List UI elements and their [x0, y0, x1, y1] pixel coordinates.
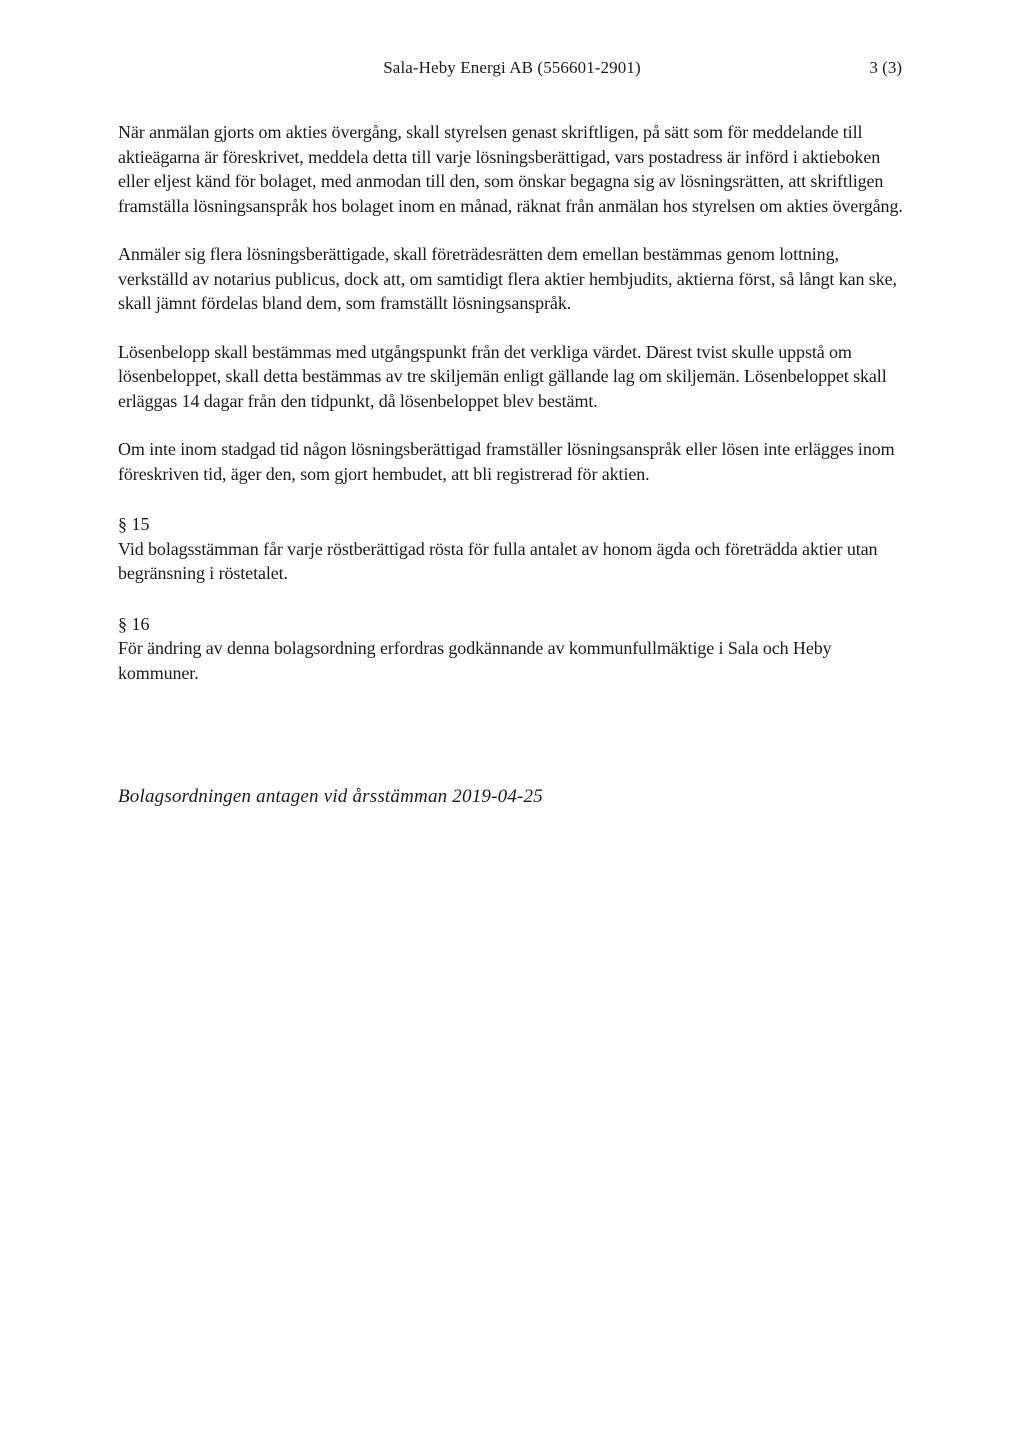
adoption-note: Bolagsordningen antagen vid årsstämman 2019-04-25 — [118, 786, 543, 807]
section-15-text: Vid bolagsstämman får varje röstberättigad rösta för fulla antalet av honom ägda och företrädda aktier utan begränsning i röstetalet. — [118, 538, 878, 583]
document-body — [118, 120, 908, 685]
section-16-text: För ändring av denna bolagsordning erfordras godkännande av kommunfullmäktige i Sala och Heby kommuner. — [118, 638, 832, 683]
paragraph-redemption-amount: Lösenbelopp skall bestämmas med utgångspunkt från det verkliga värdet. Därest tvist skulle uppstå om lösenbeloppet, skall detta bestämmas av tre skiljemän enligt gällande lag om skiljemän. Lösenbeloppet skall erläggas 14 dagar från den tidpunkt, då lösenbeloppet blev bestämt. — [118, 341, 887, 411]
paragraph-no-claim: Om inte inom stadgad tid någon lösningsberättigad framställer lösningsanspråk eller lösen inte erlägges inom föreskriven tid, äger den, som gjort hembudet, att bli registrerad för aktien. — [118, 439, 895, 484]
page-number: 3 (3) — [869, 58, 902, 77]
page-header — [0, 58, 1024, 88]
document-title: Sala-Heby Energi AB (556601-2901) — [383, 58, 641, 77]
paragraph-notification: När anmälan gjorts om akties övergång, skall styrelsen genast skriftligen, på sätt som för meddelande till aktieägarna är föreskrivet, meddela detta till varje lösningsberättigad, vars postadress är införd i aktieboken eller eljest känd för bolaget, med anmodan till den, som önskar begagna sig av lösningsrätten, att skriftligen framställa lösningsanspråk hos bolaget inom en månad, räknat från anmälan hos styrelsen om akties övergång. — [118, 122, 903, 216]
section-15-heading: § 15 — [118, 514, 150, 534]
paragraph-multiple-claimants: Anmäler sig flera lösningsberättigade, skall företrädesrätten dem emellan bestämmas genom lottning, verkställd av notarius publicus, dock att, om samtidigt flera aktier hembjudits, aktierna först, så långt kan ske, skall jämnt fördelas bland dem, som framställt lösningsanspråk. — [118, 244, 897, 313]
section-16-heading: § 16 — [118, 613, 150, 634]
